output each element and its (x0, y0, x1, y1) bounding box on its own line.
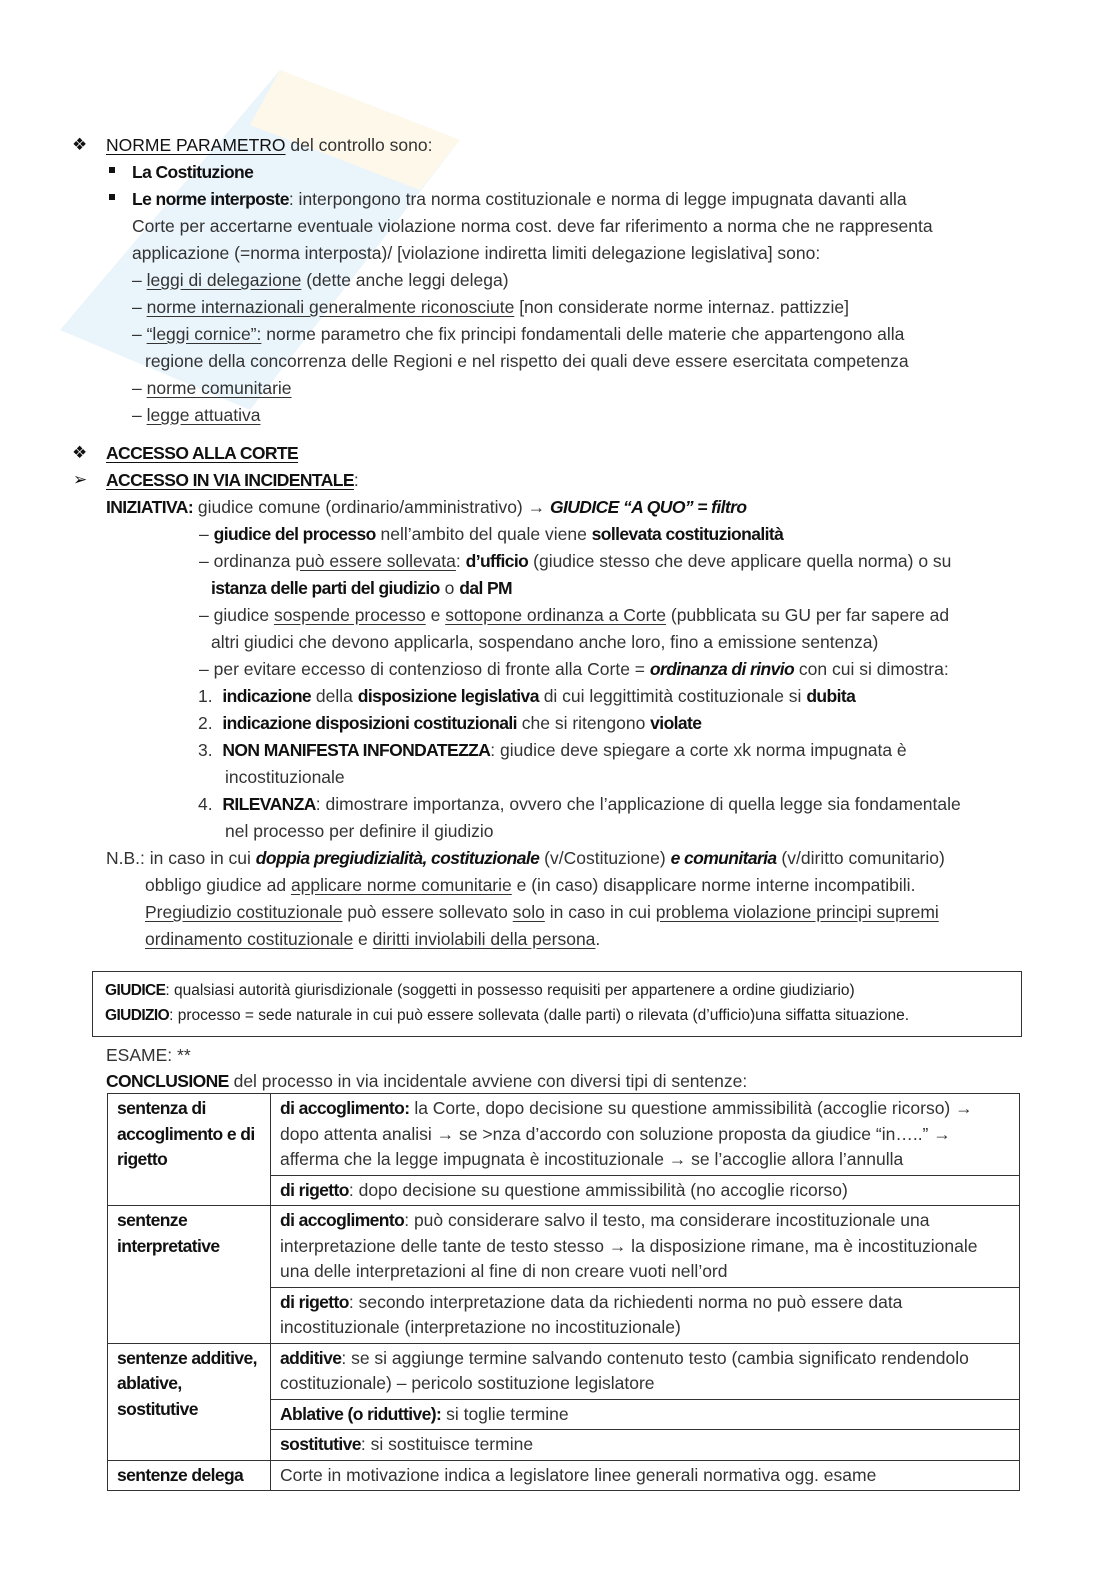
iniziativa-line: INIZIATIVA: giudice comune (ordinario/amministrativo) → GIUDICE “A QUO” = filtro (106, 497, 747, 517)
table-row (108, 1094, 1020, 1176)
list-item: – legge attuativa (132, 405, 261, 425)
paragraph-line: ordinamento costituzionale e diritti inviolabili della persona. (145, 929, 601, 949)
paragraph-line: applicazione (=norma interposta)/ [violazione indiretta limiti delegazione legislativa] sono: (132, 243, 821, 263)
arrow-bullet-icon: ➢ (73, 470, 88, 489)
square-bullet-icon (109, 194, 115, 200)
table-cell-type: sentenze interpretative (108, 1206, 271, 1344)
numbered-item: 3. NON MANIFESTA INFONDATEZZA: giudice deve spiegare a corte xk norma impugnata è (198, 740, 907, 760)
numbered-item: 2. indicazione disposizioni costituzionali che si ritengono violate (198, 713, 702, 733)
list-item: – “leggi cornice”: norme parametro che fix principi fondamentali delle materie che appartengono alla (132, 324, 905, 344)
paragraph-line: regione della concorrenza delle Regioni e nel rispetto dei quali deve essere esercitata competenza (145, 351, 909, 371)
list-item: – giudice del processo nell’ambito del quale viene sollevata costituzionalità (199, 524, 784, 544)
paragraph-line: Pregiudizio costituzionale può essere sollevato solo in caso in cui problema violazione principi supremi (145, 902, 939, 922)
table-cell-type: sentenze additive, ablative, sostitutive (108, 1343, 271, 1460)
paragraph-line: Corte per accertarne eventuale violazione norma cost. deve far riferimento a norma che ne rappresenta (132, 216, 933, 236)
conclusione-line: CONCLUSIONE del processo in via incidentale avviene con diversi tipi di sentenze: (106, 1071, 748, 1091)
table-row (108, 1460, 1020, 1491)
list-item: – ordinanza può essere sollevata: d’ufficio (giudice stesso che deve applicare quella norma) o su (199, 551, 952, 571)
table-cell-desc: di accoglimento: può considerare salvo il testo, ma considerare incostituzionale una interpretazione delle tante de testo stesso → la disposizione rimane, ma è incostituzionale una delle interpretazioni al fine di non creare vuoti nell’ord (271, 1206, 1020, 1288)
norme-parametro-heading: NORME PARAMETRO del controllo sono: (106, 135, 433, 155)
table-cell-desc: di accoglimento: la Corte, dopo decisione su questione ammissibilità (accoglie ricorso) → dopo attenta analisi → se >nza d’accordo con soluzione proposta da giudice “in…..” → afferma che la legge impugnata è incostituzionale → se l’accoglie allora l’annulla (271, 1094, 1020, 1176)
table-cell-desc: di rigetto: dopo decisione su questione ammissibilità (no accoglie ricorso) (271, 1175, 1020, 1206)
table-cell-type: sentenze delega (108, 1460, 271, 1491)
paragraph-line: istanza delle parti del giudizio o dal PM (211, 578, 513, 598)
definition-box (92, 971, 1022, 1037)
esame-line: ESAME: ** (106, 1045, 191, 1065)
paragraph-line: nel processo per definire il giudizio (225, 821, 494, 841)
definition-giudice: GIUDICE: qualsiasi autorità giurisdizionale (soggetti in possesso requisiti per appartenere a ordine giudiziario) (105, 982, 855, 999)
table-cell-desc: additive: se si aggiunge termine salvando contenuto testo (cambia significato rendendolo costituzionale) – pericolo sostituzione legislatore (271, 1343, 1020, 1399)
list-item: – per evitare eccesso di contenzioso di fronte alla Corte = ordinanza di rinvio con cui si dimostra: (199, 659, 949, 679)
table-cell-desc: sostitutive: si sostituisce termine (271, 1430, 1020, 1461)
numbered-item: 1. indicazione della disposizione legislativa di cui leggittimità costituzionale si dubita (198, 686, 856, 706)
accesso-incidentale-heading: ACCESSO IN VIA INCIDENTALE: (106, 470, 359, 490)
numbered-item: 4. RILEVANZA: dimostrare importanza, ovvero che l’applicazione di quella legge sia fondamentale (198, 794, 961, 814)
list-item: – norme internazionali generalmente riconosciute [non considerate norme internaz. pattizzie] (132, 297, 849, 317)
table-cell-desc: Ablative (o riduttive): si toglie termine (271, 1399, 1020, 1430)
sentences-table (107, 1093, 1020, 1491)
table-cell-desc: di rigetto: secondo interpretazione data da richiedenti norma no può essere data incostituzionale (interpretazione no incostituzionale) (271, 1287, 1020, 1343)
list-item: – leggi di delegazione (dette anche leggi delega) (132, 270, 509, 290)
table-cell-desc: Corte in motivazione indica a legislatore linee generali normativa ogg. esame (271, 1460, 1020, 1491)
list-item: – norme comunitarie (132, 378, 292, 398)
nb-paragraph: N.B.: in caso in cui doppia pregiudizialità, costituzionale (v/Costituzione) e comunitaria (v/diritto comunitario) (106, 848, 945, 868)
list-item: La Costituzione (132, 162, 254, 182)
paragraph-line: incostituzionale (225, 767, 345, 787)
square-bullet-icon (109, 167, 115, 173)
diamond-bullet-icon: ❖ (72, 135, 88, 154)
list-item: – giudice sospende processo e sottopone ordinanza a Corte (pubblicata su GU per far sapere ad (199, 605, 950, 625)
table-row (108, 1206, 1020, 1288)
definition-giudizio: GIUDIZIO: processo = sede naturale in cui può essere sollevata (dalle parti) o rilevata (d’ufficio)una siffatta situazione. (105, 1007, 910, 1024)
paragraph-line: obbligo giudice ad applicare norme comunitarie e (in caso) disapplicare norme interne incompatibili. (145, 875, 916, 895)
diamond-bullet-icon: ❖ (72, 443, 88, 462)
accesso-corte-heading: ACCESSO ALLA CORTE (106, 443, 299, 463)
table-row (108, 1343, 1020, 1399)
list-item: Le norme interposte: interpongono tra norma costituzionale e norma di legge impugnata davanti alla (132, 189, 907, 209)
table-cell-type: sentenza di accoglimento e di rigetto (108, 1094, 271, 1206)
paragraph-line: altri giudici che devono applicarla, sospendano anche loro, fino a emissione sentenza) (211, 632, 879, 652)
